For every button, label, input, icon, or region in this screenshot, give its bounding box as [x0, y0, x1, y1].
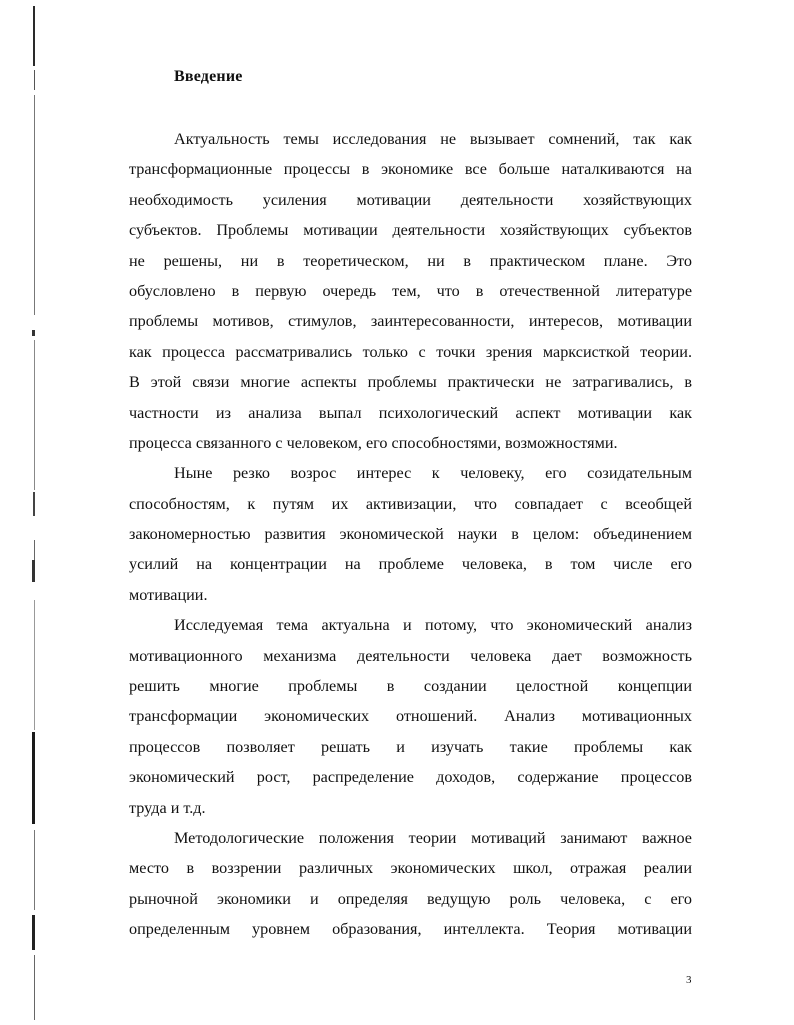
scan-artifact — [32, 915, 35, 950]
page-number: 3 — [686, 974, 692, 986]
text-line: трансформации экономических отношений. Анализ мотивационных — [129, 707, 692, 726]
text-line: мотивационного механизма деятельности человека дает возможность — [129, 646, 692, 665]
scan-artifact — [32, 732, 35, 824]
text-line: рыночной экономики и определяя ведущую роль человека, с его — [129, 889, 692, 908]
section-heading: Введение — [174, 68, 243, 85]
text-line: Актуальность темы исследования не вызывает сомнений, так как — [174, 130, 692, 148]
text-line: В этой связи многие аспекты проблемы практически не затрагивались, в — [129, 373, 692, 392]
text-line: мотивации. — [129, 585, 208, 604]
scan-artifact — [34, 830, 35, 910]
scan-artifact — [34, 70, 35, 90]
text-line: частности из анализа выпал психологический аспект мотивации как — [129, 403, 692, 422]
text-line: субъектов. Проблемы мотивации деятельности хозяйствующих субъектов — [129, 221, 692, 240]
scan-artifact — [34, 340, 35, 490]
text-line: необходимость усиления мотивации деятельности хозяйствующих — [129, 190, 692, 209]
text-line: процессов позволяет решать и изучать такие проблемы как — [129, 737, 692, 756]
body-text — [129, 124, 692, 945]
text-line: закономерностью развития экономической науки в целом: объединением — [129, 525, 692, 544]
scan-artifact — [33, 6, 35, 66]
text-line: как процесса рассматривались только с точки зрения марксисткой теории. — [129, 342, 692, 361]
text-line: процесса связанного с человеком, его способностями, возможностями. — [129, 433, 618, 452]
text-line: место в воззрении различных экономических школ, отражая реалии — [129, 859, 692, 878]
scan-artifact — [34, 95, 35, 315]
text-line: Ныне резко возрос интерес к человеку, его созидательным — [174, 464, 692, 483]
text-line: решить многие проблемы в создании целостной концепции — [129, 677, 692, 696]
scan-artifact — [34, 955, 35, 1020]
text-line: определенным уровнем образования, интеллекта. Теория мотивации — [129, 920, 692, 939]
text-line: Методологические положения теории мотиваций занимают важное — [174, 828, 692, 847]
text-line: Исследуемая тема актуальна и потому, что экономический анализ — [174, 616, 692, 635]
text-line: труда и т.д. — [129, 798, 206, 817]
scan-artifact — [32, 330, 35, 336]
text-line: проблемы мотивов, стимулов, заинтересованности, интересов, мотивации — [129, 312, 692, 331]
scan-artifact — [34, 600, 35, 730]
scan-artifact — [32, 560, 35, 582]
text-line: способностям, к путям их активизации, что совпадает с всеобщей — [129, 494, 692, 513]
text-line: обусловлено в первую очередь тем, что в отечественной литературе — [129, 281, 692, 300]
text-line: усилий на концентрации на проблеме человека, в том числе его — [129, 555, 692, 574]
scan-artifact — [33, 492, 35, 516]
text-line: экономический рост, распределение доходов, содержание процессов — [129, 768, 692, 787]
text-line: не решены, ни в теоретическом, ни в практическом плане. Это — [129, 251, 692, 270]
text-line: трансформационные процессы в экономике все больше наталкиваются на — [129, 160, 692, 179]
